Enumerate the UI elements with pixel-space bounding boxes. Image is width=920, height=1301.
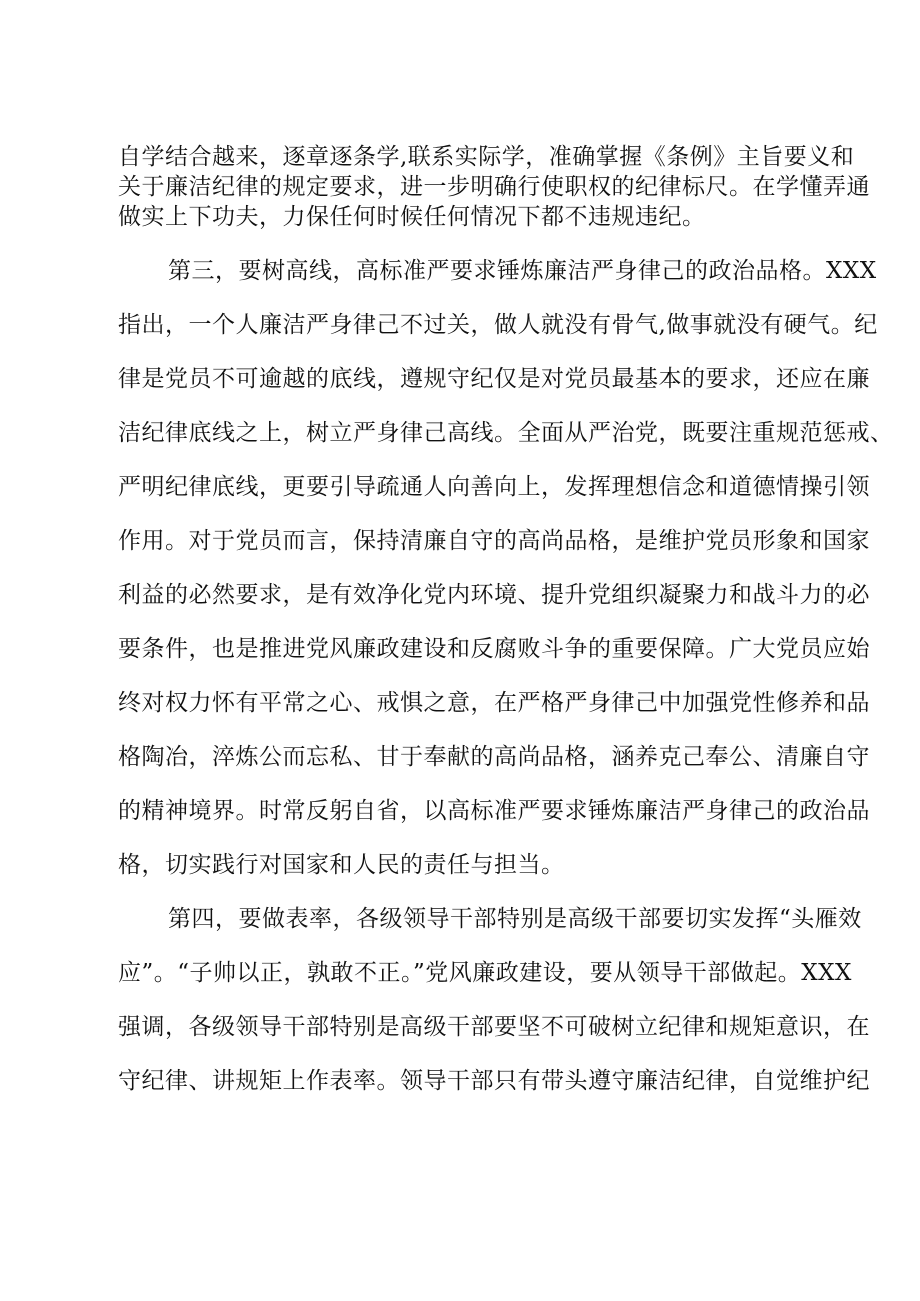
text-line: 指出，一个人廉洁严身律己不过关，做人就没有骨气,做事就没有硬气。纪 — [118, 312, 878, 338]
text-line: 洁纪律底线之上，树立严身律己高线。全面从严治党，既要注重规范惩戒、 — [118, 420, 894, 446]
text-line: 的精神境界。时常反躬自省，以高标准严要求锤炼廉洁严身律己的政治品 — [118, 798, 870, 824]
text-line: 严明纪律底线，更要引导疏通人向善向上，发挥理想信念和道德情操引领 — [118, 474, 870, 500]
text-line: 格陶冶，淬炼公而忘私、甘于奉献的高尚品格，涵养克己奉公、清廉自守 — [118, 744, 870, 770]
text-line: 自学结合越来，逐章逐条学,联系实际学，准确掌握《条例》主旨要义和 — [118, 144, 855, 170]
text-line: 做实上下功夫，力保任何时候任何情况下都不违规违纪。 — [118, 204, 706, 230]
text-line: 律是党员不可逾越的底线，遵规守纪仅是对党员最基本的要求，还应在廉 — [118, 366, 870, 392]
text-line: 利益的必然要求，是有效净化党内环境、提升党组织凝聚力和战斗力的必 — [118, 582, 870, 608]
text-line: 第四，要做表率，各级领导干部特别是高级干部要切实发挥“头雁效 — [168, 906, 862, 932]
text-line: 终对权力怀有平常之心、戒惧之意，在严格严身律己中加强党性修养和品 — [118, 690, 870, 716]
text-line: 要条件，也是推进党风廉政建设和反腐败斗争的重要保障。广大党员应始 — [118, 636, 870, 662]
text-line: 作用。对于党员而言，保持清廉自守的高尚品格，是维护党员形象和国家 — [118, 528, 870, 554]
text-line: 守纪律、讲规矩上作表率。领导干部只有带头遵守廉洁纪律，自觉维护纪 — [118, 1068, 870, 1094]
text-line: 第三，要树高线，高标准严要求锤炼廉洁严身律己的政治品格。XXX — [168, 258, 877, 284]
text-line: 强调，各级领导干部特别是高级干部要坚不可破树立纪律和规矩意识，在 — [118, 1014, 870, 1040]
text-line: 格，切实践行对国家和人民的责任与担当。 — [118, 852, 565, 878]
text-line: 应”。“子帅以正，孰敢不正。”党风廉政建设，要从领导干部做起。XXX — [118, 960, 852, 986]
text-line: 关于廉洁纪律的规定要求，进一步明确行使职权的纪律标尺。在学懂弄通 — [118, 174, 870, 200]
